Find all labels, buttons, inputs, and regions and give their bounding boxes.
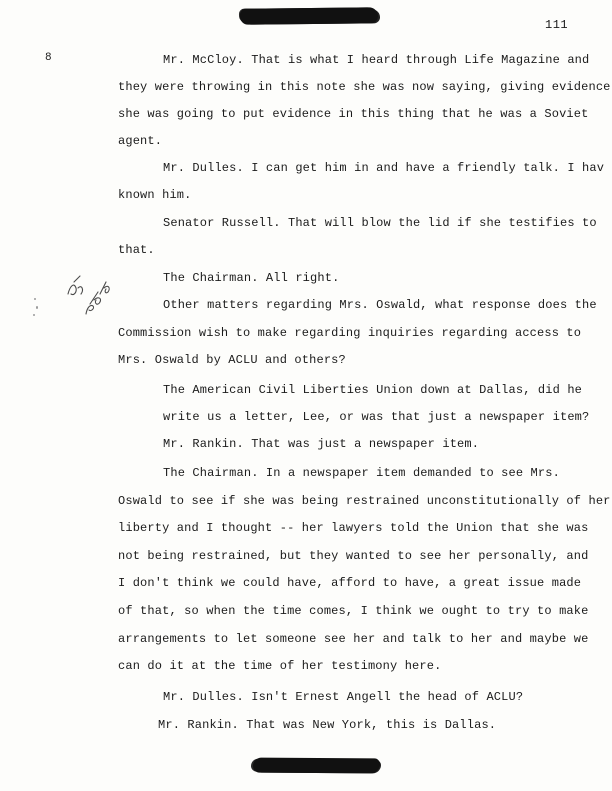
text-line: The American Civil Liberties Union down at Dallas, did he bbox=[163, 383, 583, 397]
redaction-bar-top bbox=[240, 7, 378, 24]
text-line: known him. bbox=[118, 188, 192, 202]
page-number: 111 bbox=[545, 18, 569, 32]
handwritten-margin-note bbox=[60, 270, 116, 320]
text-line: arrangements to let someone see her and talk to her and maybe we bbox=[118, 632, 589, 646]
scan-speck bbox=[34, 298, 36, 300]
text-line: liberty and I thought -- her lawyers told the Union that she was bbox=[118, 521, 589, 535]
text-line: that. bbox=[118, 243, 155, 257]
text-line: she was going to put evidence in this thing that he was a Soviet bbox=[118, 107, 589, 121]
text-line: Commission wish to make regarding inquiries regarding access to bbox=[118, 326, 582, 340]
text-line: of that, so when the time comes, I think we ought to try to make bbox=[118, 604, 589, 618]
text-line: The Chairman. In a newspaper item demanded to see Mrs. bbox=[163, 466, 560, 480]
scan-speck bbox=[36, 306, 38, 309]
text-line: Mr. Dulles. I can get him in and have a friendly talk. I hav bbox=[163, 161, 605, 175]
scan-speck bbox=[33, 314, 35, 316]
text-line: I don't think we could have, afford to have, a great issue made bbox=[118, 576, 582, 590]
redaction-bar-bottom bbox=[253, 758, 380, 774]
text-line: Oswald to see if she was being restrained unconstitutionally of her bbox=[118, 494, 611, 508]
text-line: agent. bbox=[118, 134, 163, 148]
text-line: not being restrained, but they wanted to see her personally, and bbox=[118, 549, 589, 563]
text-line: Mr. Rankin. That was just a newspaper item. bbox=[163, 437, 480, 451]
text-line: Mr. Dulles. Isn't Ernest Angell the head of ACLU? bbox=[163, 690, 524, 704]
text-line: Senator Russell. That will blow the lid if she testifies to bbox=[163, 216, 597, 230]
margin-line-number: 8 bbox=[45, 52, 52, 64]
text-line: they were throwing in this note she was now saying, giving evidence bbox=[118, 80, 611, 94]
text-line: Mr. Rankin. That was New York, this is Dallas. bbox=[158, 718, 497, 732]
text-line: can do it at the time of her testimony here. bbox=[118, 659, 442, 673]
text-line: Mr. McCloy. That is what I heard through Life Magazine and bbox=[163, 53, 590, 67]
text-line: Other matters regarding Mrs. Oswald, what response does the bbox=[163, 298, 597, 312]
text-line: The Chairman. All right. bbox=[163, 271, 340, 285]
text-line: Mrs. Oswald by ACLU and others? bbox=[118, 353, 346, 367]
text-line: write us a letter, Lee, or was that just a newspaper item? bbox=[163, 410, 590, 424]
